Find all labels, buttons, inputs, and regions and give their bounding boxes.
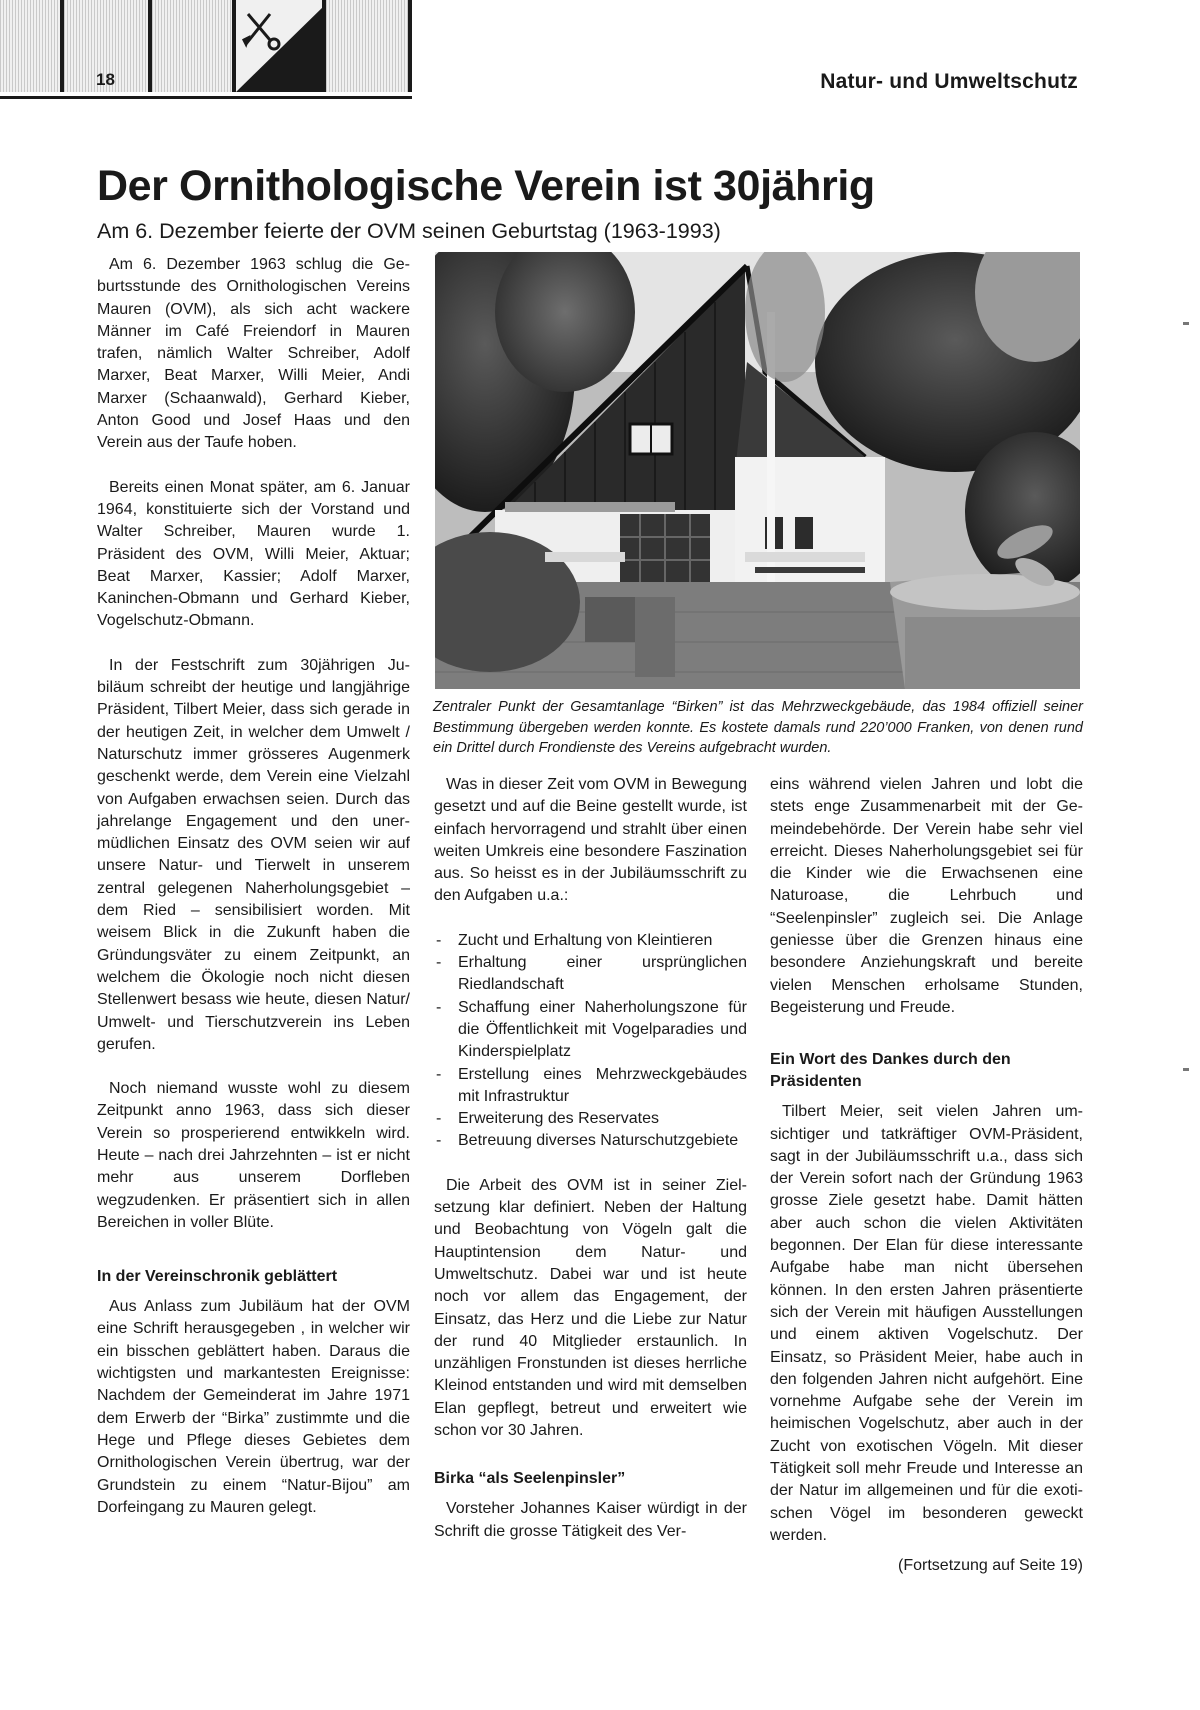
article-column-2 bbox=[434, 774, 747, 1543]
article-subhead: Am 6. Dezember feierte der OVM seinen Geburtstag (1963-1993) bbox=[97, 219, 721, 243]
photo-caption: Zentraler Punkt der Gesamtanlage “Birken” ist das Mehrzweckgebäude, das 1984 offiziell seiner Bestimmung übergeben werden konnte. Es kostete damals rund 220’000 Franken, von denen rund ein Drittel durch Frondienste des Vereins aufgebracht wurden. bbox=[433, 699, 1083, 756]
paragraph: Aus Anlass zum Jubiläum hat der OVM eine Schrift herausgegeben , in welcher wir ein bisschen geblättert haben. Daraus die wichtigsten und markantesten Ereignisse: Nachdem der Gemeinderat im Jahre 1971 dem Erwerb der “Birka” zustimmte und die Hege und Pflege dieses Gebietes dem Ornithologischen Verein übertrug, war der Grundstein zu einem “Natur-Bijou” am Dorfeingang zu Mauren gelegt. bbox=[97, 1298, 410, 1516]
paragraph: In der Festschrift zum 30jährigen Jubiläum schreibt der heutige und langjährige Präsident, Tilbert Meier, dass sich gerade in der heutigen Zeit, in welcher dem Umwelt / Naturschutz immer grösseres Augenmerk geschenkt werde, dem Verein eine Vielzahl von Aufgaben erwachsen seien. Durch das jahrelange Engagement und den unermüdlichen Einsatz des OVM seien wir auf unsere Natur- und Tierwelt in unserem zentral gelegenen Naherholungsgebiet – dem Ried – sensibilisiert worden. Mit weisem Blick in die Zukunft haben die Gründungsväter zu einem Zeitpunkt, an welchem die Ökologie noch nicht diesen Stellenwert besass wie heute, diesen Natur/ Umwelt- und Tierschutzverein ins Leben gerufen. bbox=[97, 656, 410, 1053]
tasks-list bbox=[434, 930, 747, 1153]
scan-mark bbox=[1183, 1068, 1189, 1071]
list-item: - Erstellung eines Mehrzweckgebäudes mit Infrastruktur bbox=[434, 1064, 747, 1109]
crossed-tools-emblem-icon bbox=[236, 0, 326, 92]
paragraph: Bereits einen Monat später, am 6. Januar 1964, konstituierte sich der Vorstand und Walter Schreiber, Mauren wurde 1. Präsident des OVM, Willi Meier, Aktuar; Beat Marxer, Kassier; Adolf Marxer, Kaninchen-Obmann und Gerhard Kieber, Vogelschutz-Obmann. bbox=[97, 478, 410, 630]
header-cell bbox=[0, 0, 64, 92]
header-cell bbox=[152, 0, 236, 92]
paragraph: Am 6. Dezember 1963 schlug die Geburtsstunde des Ornithologischen Vereins Mauren (OVM), als sich acht wackere Männer im Café Freiendorf in Mauren trafen, nämlich Walter Schreiber, Adolf Marxer, Beat Marxer, Willi Meier, Andi Marxer (Schaanwald), Gerhard Kieber, Anton Good und Josef Haas und den Verein aus der Taufe hoben. bbox=[97, 256, 410, 452]
section-heading-dank: Ein Wort des Dankes durch den Präsidenten bbox=[770, 1051, 1011, 1091]
header-rule bbox=[0, 96, 412, 99]
page-number: 18 bbox=[96, 70, 115, 89]
scan-mark bbox=[1183, 322, 1189, 325]
paragraph: Vorsteher Johannes Kaiser würdigt in der Schrift die grosse Tätigkeit des Ver- bbox=[434, 1500, 747, 1540]
header-band bbox=[0, 0, 412, 98]
paragraph: Tilbert Meier, seit vielen Jahren umsichtiger und tatkräftiger OVM-Präsident, sagt in der Jubiläumsschrift u.a., dass sich der Verein sofort nach der Gründung 1963 grosse Ziele gesetzt habe. Damit hätten aber auch schon die vielen Aktivitäten begonnen. Der Elan für diese interessante Aufgabe habe man nicht übersehen können. In den ersten Jahren präsentierte sich der Verein mit häufigen Ausstellungen und einem aktiven Vogelschutz. Der Einsatz, so Präsident Meier, habe auch in den folgenden Jahren nicht aufgehört. Eine vornehme Aufgabe sehe der Verein im heimischen Vogelschutz, aber auch in der Zucht von exotischen Vögeln. Mit dieser Tätigkeit soll mehr Freude und Interesse an der Natur im allgemeinen und für die exotischen Vögel im besonderen geweckt werden. bbox=[770, 1103, 1083, 1544]
list-item: - Erhaltung einer ursprünglichen Riedlandschaft bbox=[434, 952, 747, 997]
list-item: - Schaffung einer Naherholungszone für die Öffentlichkeit mit Vogelparadies und Kinderspielplatz bbox=[434, 997, 747, 1064]
article-column-1 bbox=[97, 254, 410, 1519]
list-item: - Betreuung diverses Naturschutzgebiete bbox=[434, 1130, 747, 1152]
paragraph: Die Arbeit des OVM ist in seiner Zielsetzung klar definiert. Neben der Haltung und Beobachtung von Vögeln galt die Hauptintension dem Natur- und Umweltschutz. Dabei war und ist heute noch vor allem das Engagement, der Einsatz, das Herz und die Liebe zur Natur der rund 40 Mitglieder erstaunlich. In unzähligen Fronstunden ist dieses herrliche Kleinod entstanden und wird mit demselben Elan gepflegt, betreut und erweitert wie schon vor 30 Jahren. bbox=[434, 1176, 747, 1440]
paragraph: Was in dieser Zeit vom OVM in Bewegung gesetzt und auf die Beine gestellt wurde, ist einfach hervorragend und strahlt über einen weiten Umkreis eine besondere Faszination aus. So heisst es in der Jubiläumsschrift zu den Aufgaben u.a.: bbox=[434, 776, 747, 905]
article-headline: Der Ornithologische Verein ist 30jährig bbox=[97, 162, 875, 210]
section-heading-chronik: In der Vereinschronik geblättert bbox=[97, 1268, 338, 1286]
header-cell bbox=[326, 0, 412, 92]
section-title: Natur- und Umweltschutz bbox=[820, 70, 1078, 93]
section-heading-birka: Birka “als Seelenpinsler” bbox=[434, 1470, 626, 1488]
article-column-3 bbox=[770, 774, 1083, 1578]
clubhouse-photo bbox=[435, 252, 1080, 689]
list-item: - Zucht und Erhaltung von Kleintieren bbox=[434, 930, 747, 952]
list-item: - Erweiterung des Reservates bbox=[434, 1108, 747, 1130]
paragraph: Noch niemand wusste wohl zu diesem Zeitpunkt anno 1963, dass sich dieser Verein so prosperierend entwikkeln wird. Heute – nach drei Jahrzehnten – ist er nicht mehr aus unserem Dorfleben wegzudenken. Er präsentiert sich in allen Bereichen in voller Blüte. bbox=[97, 1080, 410, 1231]
continuation-note: (Fortsetzung auf Seite 19) bbox=[898, 1557, 1083, 1575]
paragraph: eins während vielen Jahren und lobt die stets enge Zusammenarbeit mit der Gemeindebehörde. Der Verein habe sehr viel erreicht. Dieses Naherholungsgebiet sei für die Kinder wie die Erwachsenen eine Naturoase, die Lehrbuch und “Seelenpinsler” zugleich sei. Die Anlage geniesse über die Grenzen hinaus eine besondere Anziehungskraft und bereite vielen Menschen erholsame Stunden, Begeisterung und Freude. bbox=[770, 776, 1083, 1016]
